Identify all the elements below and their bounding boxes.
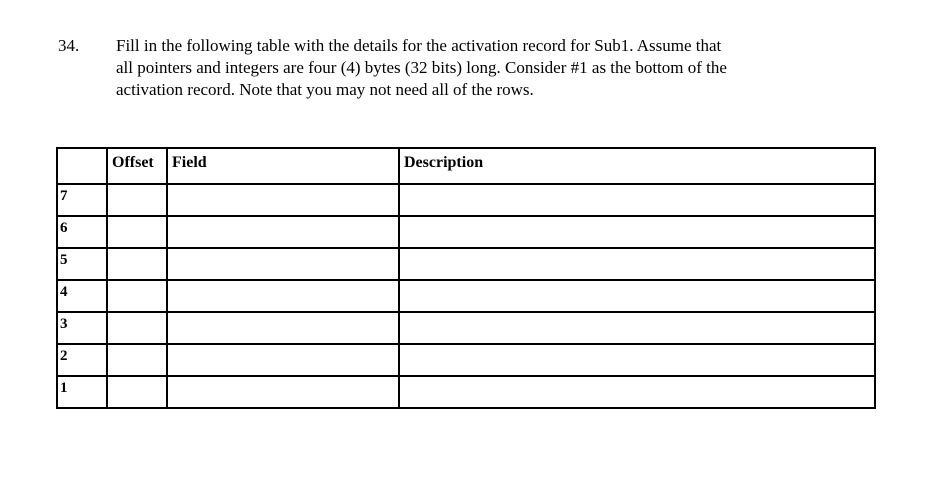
offset-cell[interactable] — [107, 280, 167, 312]
field-cell[interactable] — [167, 248, 399, 280]
row-number-cell — [57, 312, 107, 344]
table-row — [57, 184, 875, 216]
header-field-cell — [167, 148, 399, 184]
description-cell[interactable] — [399, 344, 875, 376]
table-row — [57, 248, 875, 280]
row-number-cell — [57, 184, 107, 216]
header-offset: Offset — [112, 154, 154, 171]
row-number-cell — [57, 344, 107, 376]
question-line: activation record. Note that you may not need all of the rows. — [116, 80, 534, 99]
header-offset-cell — [107, 148, 167, 184]
table-row — [57, 312, 875, 344]
activation-record-table — [56, 147, 876, 409]
description-cell[interactable] — [399, 216, 875, 248]
table-row — [57, 280, 875, 312]
table-row — [57, 344, 875, 376]
row-number: 7 — [60, 188, 68, 204]
row-number: 1 — [60, 380, 68, 396]
question-line: Fill in the following table with the details for the activation record for Sub1. Assume that — [116, 36, 722, 55]
offset-cell[interactable] — [107, 216, 167, 248]
offset-cell[interactable] — [107, 248, 167, 280]
field-cell[interactable] — [167, 312, 399, 344]
field-cell[interactable] — [167, 184, 399, 216]
field-cell[interactable] — [167, 280, 399, 312]
offset-cell[interactable] — [107, 184, 167, 216]
table-row — [57, 376, 875, 408]
row-number-cell — [57, 376, 107, 408]
description-cell[interactable] — [399, 312, 875, 344]
question-number: 34. — [58, 36, 80, 55]
row-number-cell — [57, 216, 107, 248]
header-field: Field — [172, 154, 207, 171]
description-cell[interactable] — [399, 184, 875, 216]
question-line: all pointers and integers are four (4) bytes (32 bits) long. Consider #1 as the bottom of the — [116, 58, 727, 77]
field-cell[interactable] — [167, 216, 399, 248]
description-cell[interactable] — [399, 248, 875, 280]
description-cell[interactable] — [399, 280, 875, 312]
field-cell[interactable] — [167, 376, 399, 408]
table-row — [57, 216, 875, 248]
question-text — [116, 35, 856, 101]
row-number-cell — [57, 280, 107, 312]
row-number: 4 — [60, 284, 68, 300]
offset-cell[interactable] — [107, 312, 167, 344]
row-number: 5 — [60, 252, 68, 268]
header-description-cell — [399, 148, 875, 184]
offset-cell[interactable] — [107, 344, 167, 376]
offset-cell[interactable] — [107, 376, 167, 408]
row-number: 3 — [60, 316, 68, 332]
header-blank-cell — [57, 148, 107, 184]
description-cell[interactable] — [399, 376, 875, 408]
field-cell[interactable] — [167, 344, 399, 376]
row-number-cell — [57, 248, 107, 280]
header-description: Description — [404, 154, 484, 171]
table-header-row — [57, 148, 875, 184]
row-number: 6 — [60, 220, 68, 236]
row-number: 2 — [60, 348, 68, 364]
